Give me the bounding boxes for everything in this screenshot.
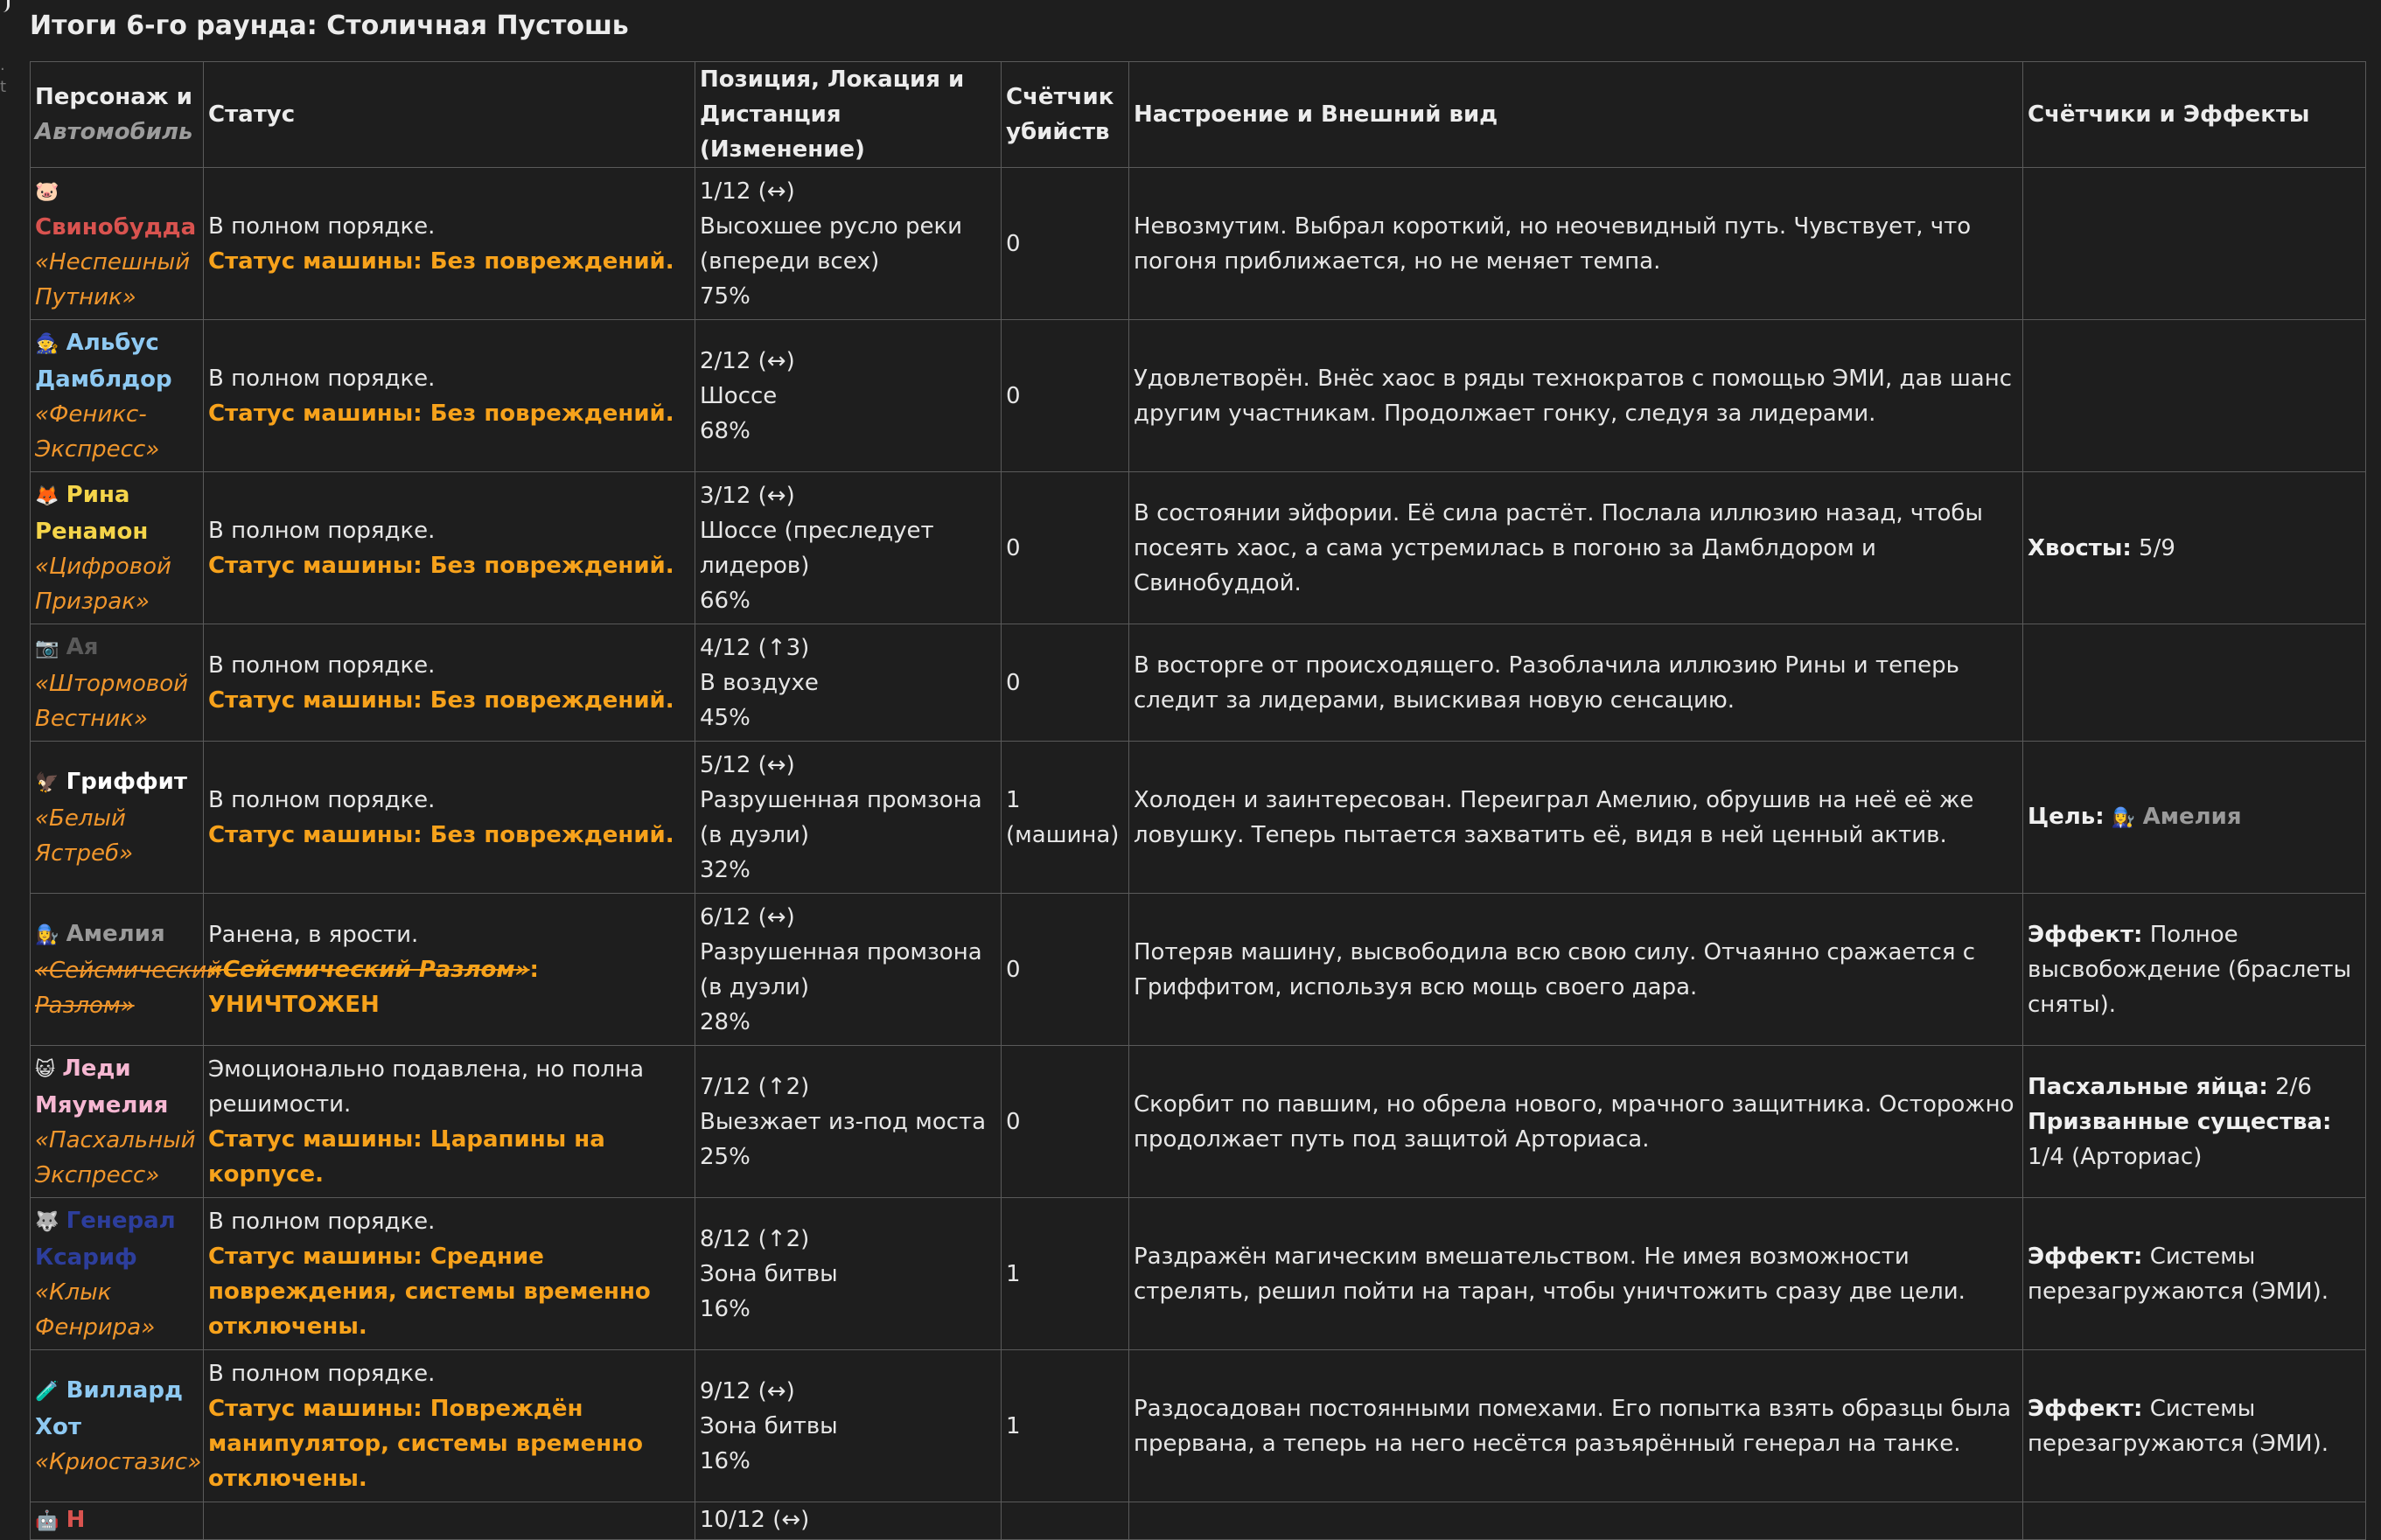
position-cell [695,472,1002,624]
position-rank: 1/12 (↔) [700,178,795,205]
position-cell [695,894,1002,1046]
character-name: Генерал Ксариф [35,1207,176,1271]
car-status: Статус машины: Средние повреждения, системы временно отключены. [208,1243,651,1340]
mood-cell: Холоден и заинтересован. Переиграл Амелию, обрушив на неё её же ловушку. Теперь пытается захватить её, видя в ней ценный актив. [1129,742,2023,894]
destroyed-car-name: «Сейсмический Разлом» [208,956,530,983]
counters-cell [2023,742,2366,894]
mood-cell [1129,1502,2023,1540]
table-header-row [31,62,2366,168]
table-row [31,168,2366,320]
kills-cell: 0 [1002,624,1129,742]
kills-cell: 0 [1002,472,1129,624]
position-cell [695,168,1002,320]
position-cell [695,1350,1002,1502]
character-cell [31,1502,204,1540]
results-table [30,61,2366,1540]
header-counters: Счётчики и Эффекты [2023,62,2366,168]
car-name: «Феникс-Экспресс» [35,401,160,463]
kills-cell: 0 [1002,320,1129,472]
position-cell [695,1198,1002,1350]
kills-cell: 1 [1002,1198,1129,1350]
counters-cell [2023,1502,2366,1540]
status-text: В полном порядке. [208,365,436,392]
table-row [31,1502,2366,1540]
character-cell [31,894,222,1046]
status-text: В полном порядке. [208,1208,436,1235]
position-location: Шоссе [700,382,778,409]
car-name: «Белый Ястреб» [35,805,134,867]
car-name: «Цифровой Призрак» [35,553,171,615]
destroyed-status: : УНИЧТОЖЕН [208,956,539,1018]
position-distance: 66% [700,587,751,614]
flask-icon: 🧪 [35,1380,59,1403]
status-cell [204,472,695,624]
position-location: Шоссе (преследует лидеров) [700,517,934,579]
counters-cell [2023,894,2366,1046]
status-cell [204,320,695,472]
eggs-label: Пасхальные яйца: [2028,1073,2268,1100]
mood-cell: В состоянии эйфории. Её сила растёт. Послала иллюзию назад, чтобы посеять хаос, а сама устремилась в погоню за Дамблдором и Свинобуддой. [1129,472,2023,624]
kills-cell: 0 [1002,894,1129,1046]
status-text: Эмоционально подавлена, но полна решимости. [208,1056,645,1118]
effect-label: Эффект: [2028,1395,2143,1422]
position-distance: 28% [700,1008,751,1035]
car-name: «Криостазис» [35,1448,202,1475]
character-cell [31,472,204,624]
position-rank: 3/12 (↔) [700,482,795,509]
position-cell [695,1046,1002,1198]
robot-icon: 🤖 [35,1510,59,1532]
table-row [31,624,2366,742]
eggs-value: 2/6 [2275,1073,2312,1100]
effect-label: Эффект: [2028,1243,2143,1270]
window-corner-mark [0,0,10,12]
character-cell [31,1350,204,1502]
header-character-line1: Персонаж и [35,84,192,110]
page-title: Итоги 6-го раунда: Столичная Пустошь [30,10,629,41]
character-name: Гриффит [66,768,187,795]
header-character [31,62,204,168]
status-text: Ранена, в ярости. [208,921,419,948]
counters-cell [2023,1350,2366,1502]
mood-cell: Раздосадован постоянными помехами. Его попытка взять образцы была прервана, а теперь на него несётся разъярённый генерал на танке. [1129,1350,2023,1502]
car-name: «Штормовой Вестник» [35,670,189,732]
pig-icon: 🐷 [35,180,59,203]
position-location: Зона битвы [700,1260,838,1287]
character-name: Виллард Хот [35,1376,183,1440]
position-cell [695,1502,1002,1540]
summons-value: 1/4 (Арториас) [2028,1143,2203,1170]
kills-cell [1002,1502,1129,1540]
position-distance: 75% [700,282,751,310]
position-distance: 25% [700,1143,751,1170]
status-cell [204,894,695,1046]
counters-cell [2023,168,2366,320]
character-cell [31,1198,204,1350]
position-distance: 16% [700,1447,751,1474]
kills-cell: 1 (машина) [1002,742,1129,894]
position-location: Разрушенная промзона (в дуэли) [700,938,982,1000]
position-rank: 8/12 (↑2) [700,1225,810,1252]
header-character-line2: Автомобиль [35,119,193,145]
position-location: Зона битвы [700,1412,838,1439]
left-edge-fragment: · t [0,60,7,96]
status-text: В полном порядке. [208,1360,436,1387]
effect-value: Системы перезагружаются (ЭМИ). [2028,1243,2329,1305]
position-rank: 9/12 (↔) [700,1377,795,1404]
table-row [31,1350,2366,1502]
header-kills: Счётчик убийств [1002,62,1129,168]
position-cell [695,742,1002,894]
mood-cell: Раздражён магическим вмешательством. Не имея возможности стрелять, решил пойти на таран, чтобы уничтожить сразу две цели. [1129,1198,2023,1350]
cat-icon: 😺 [35,1058,55,1081]
header-mood: Настроение и Внешний вид [1129,62,2023,168]
position-cell [695,320,1002,472]
table-row [31,472,2366,624]
eagle-icon: 🦅 [35,771,59,794]
character-name: Н [66,1507,86,1533]
position-location: Высохшее русло реки (впереди всех) [700,213,963,275]
fox-icon: 🦊 [35,484,59,507]
header-status: Статус [204,62,695,168]
mechanic-icon: 👩‍🔧 [2111,806,2136,829]
car-name: «Неспешный Путник» [35,248,191,310]
character-name: Альбус Дамблдор [35,329,172,393]
position-rank: 7/12 (↑2) [700,1073,810,1100]
position-location: В воздухе [700,669,819,696]
position-rank: 10/12 (↔) [700,1507,810,1533]
character-name: Леди Мяумелия [35,1055,169,1118]
table-row [31,1198,2366,1350]
effect-label: Эффект: [2028,921,2143,948]
character-name: Свинобудда [35,213,197,240]
target-label: Цель: [2028,803,2105,830]
position-distance: 16% [700,1295,751,1322]
character-cell [31,168,204,320]
status-cell [204,1046,695,1198]
kills-cell: 0 [1002,1046,1129,1198]
effect-value: Полное высвобождение (браслеты сняты). [2028,921,2352,1018]
kills-cell: 0 [1002,168,1129,320]
status-cell [204,624,695,742]
counters-cell [2023,320,2366,472]
mood-cell: Невозмутим. Выбрал короткий, но неочевидный путь. Чувствует, что погоня приближается, но не меняет темпа. [1129,168,2023,320]
counters-cell [2023,1198,2366,1350]
status-cell [204,1502,695,1540]
table-row [31,894,2366,1046]
counter-label: Хвосты: [2028,534,2132,561]
position-rank: 4/12 (↑3) [700,634,810,661]
car-status: Статус машины: Без повреждений. [208,400,674,427]
target-name: Амелия [2142,803,2242,830]
status-cell [204,1198,695,1350]
camera-icon: 📷 [35,637,59,659]
car-name: «Пасхальный Экспресс» [35,1126,196,1188]
wizard-icon: 🧙 [35,332,59,355]
position-distance: 45% [700,704,751,731]
summons-label: Призванные существа: [2028,1108,2332,1135]
car-name: «Клык Фенрира» [35,1279,156,1341]
status-text: В полном порядке. [208,213,436,240]
position-location: Выезжает из-под моста [700,1108,987,1135]
character-cell [31,742,204,894]
mood-cell: В восторге от происходящего. Разоблачила иллюзию Рины и теперь следит за лидерами, выискивая новую сенсацию. [1129,624,2023,742]
header-position: Позиция, Локация и Дистанция (Изменение) [695,62,1002,168]
status-text: В полном порядке. [208,652,436,679]
table-row [31,320,2366,472]
position-rank: 6/12 (↔) [700,903,795,930]
kills-cell: 1 [1002,1350,1129,1502]
table-row [31,1046,2366,1198]
car-status: Статус машины: Царапины на корпусе. [208,1125,605,1188]
status-cell [204,1350,695,1502]
character-name: Ая [66,633,99,660]
wolf-icon: 🐺 [35,1210,59,1233]
car-status: Статус машины: Без повреждений. [208,552,674,579]
character-name: Рина Ренамон [35,481,149,545]
car-status: Статус машины: Повреждён манипулятор, системы временно отключены. [208,1395,644,1492]
position-location: Разрушенная промзона (в дуэли) [700,786,982,848]
mood-cell: Потеряв машину, высвободила всю свою силу. Отчаянно сражается с Гриффитом, используя всю мощь своего дара. [1129,894,2023,1046]
mechanic-icon: 👩‍🔧 [35,923,59,946]
character-cell [31,624,204,742]
car-status: Статус машины: Без повреждений. [208,686,674,714]
character-name: Амелия [66,920,165,947]
mood-cell: Скорбит по павшим, но обрела нового, мрачного защитника. Осторожно продолжает путь под защитой Арториаса. [1129,1046,2023,1198]
position-rank: 5/12 (↔) [700,751,795,778]
mood-cell: Удовлетворён. Внёс хаос в ряды технократов с помощью ЭМИ, дав шанс другим участникам. Продолжает гонку, следуя за лидерами. [1129,320,2023,472]
position-rank: 2/12 (↔) [700,347,795,374]
effect-value: Системы перезагружаются (ЭМИ). [2028,1395,2329,1457]
position-cell [695,624,1002,742]
status-cell [204,742,695,894]
table-row [31,742,2366,894]
counters-cell [2023,624,2366,742]
position-distance: 68% [700,417,751,444]
status-text: В полном порядке. [208,786,436,813]
counters-cell [2023,1046,2366,1198]
status-cell [204,168,695,320]
character-cell [31,320,204,472]
car-name: «Сейсмический Разлом» [35,957,222,1019]
car-status: Статус машины: Без повреждений. [208,821,674,848]
car-status: Статус машины: Без повреждений. [208,247,674,275]
character-cell [31,1046,204,1198]
status-text: В полном порядке. [208,517,436,544]
counters-cell [2023,472,2366,624]
position-distance: 32% [700,856,751,883]
counter-value: 5/9 [2139,534,2175,561]
